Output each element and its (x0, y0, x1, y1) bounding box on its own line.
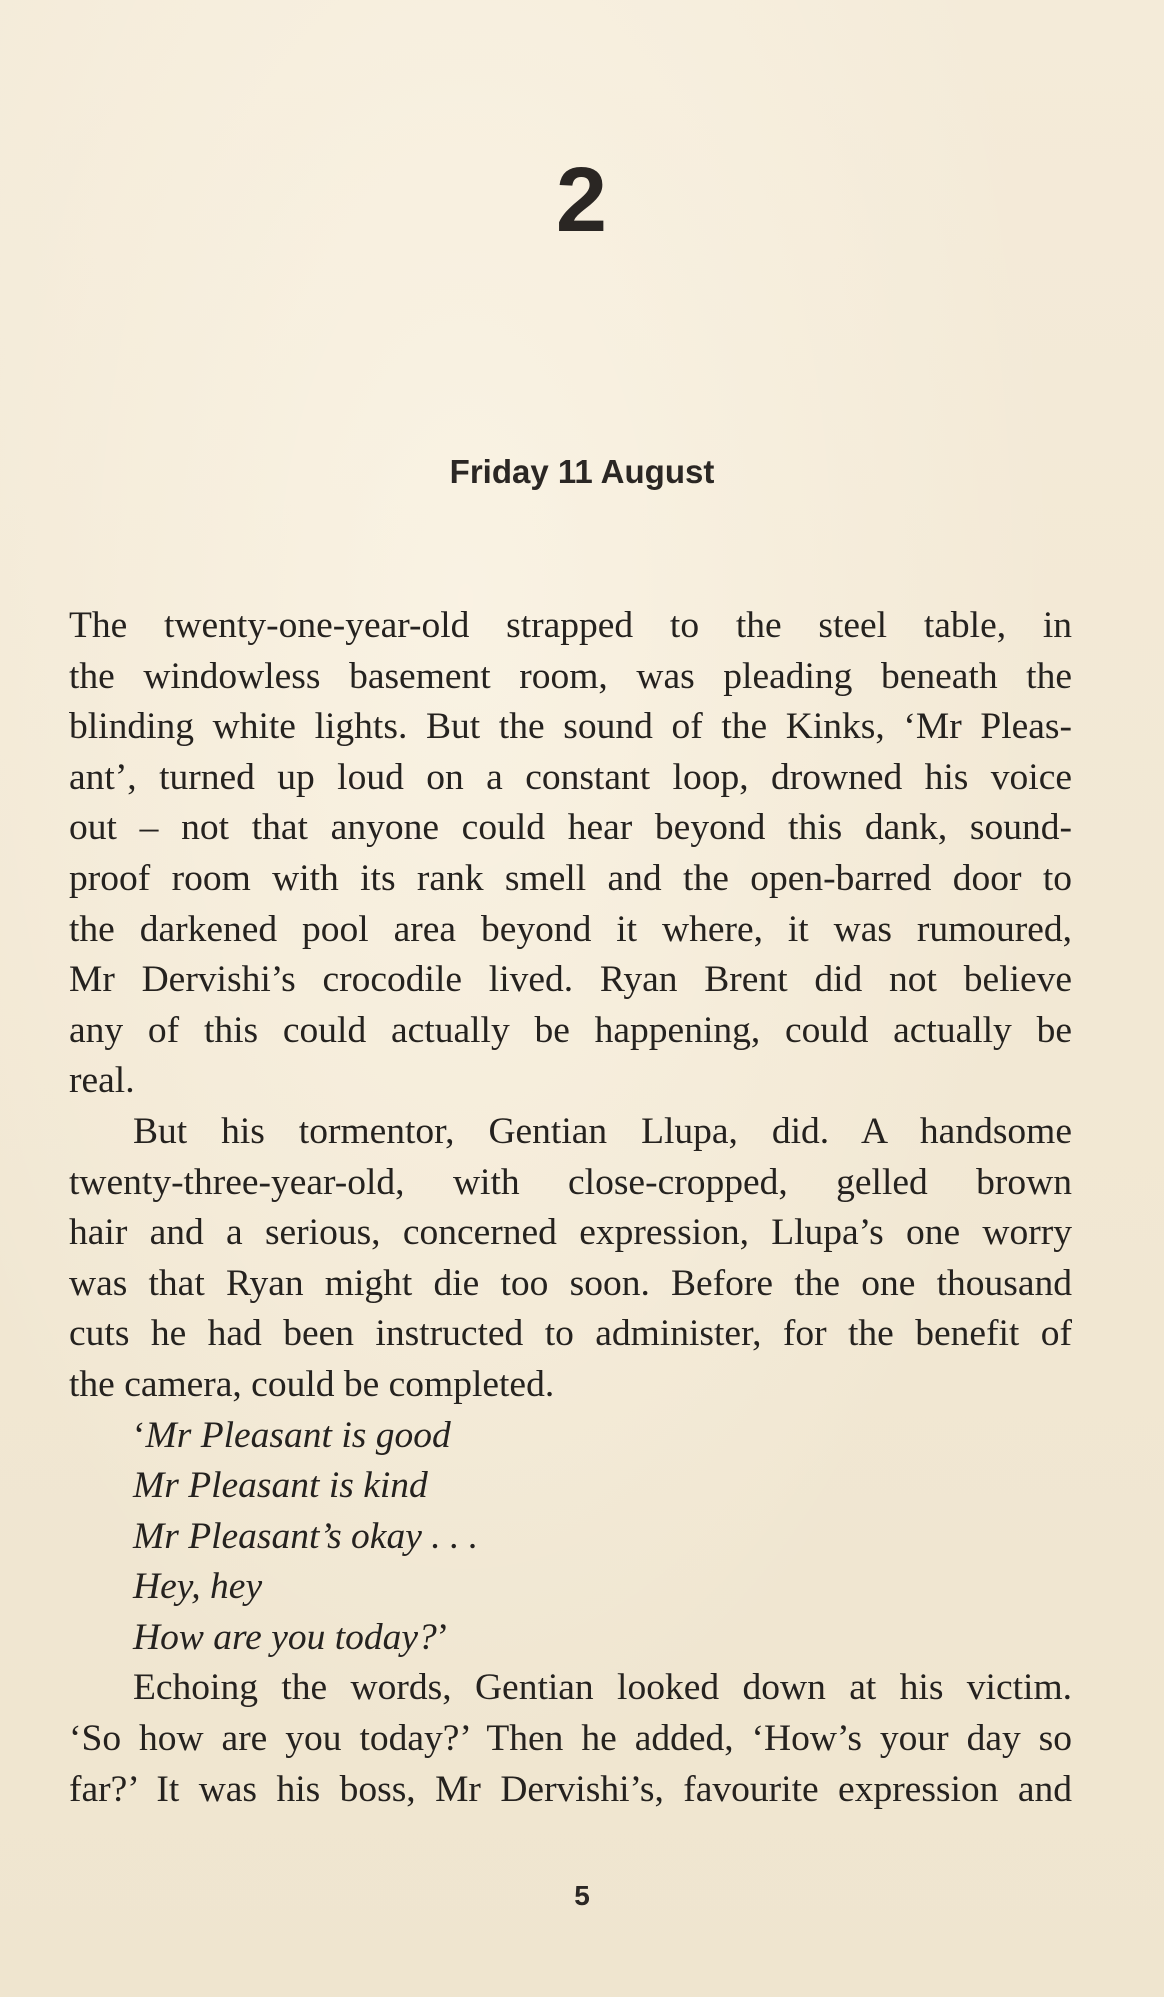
verse-line: Mr Pleasant is kind (133, 1465, 428, 1507)
text-line: cuts he had been instructed to administer, for the benefit of (69, 1313, 1072, 1355)
text-line: real. (69, 1060, 135, 1102)
paragraph-3 (69, 1663, 1072, 1815)
song-lyrics (69, 1411, 1072, 1664)
text-line: hair and a serious, concerned expression, Llupa’s one worry (69, 1212, 1072, 1254)
verse-line: Hey, hey (133, 1566, 263, 1608)
text-line: far?’ It was his boss, Mr Dervishi’s, favourite expression and (69, 1768, 1072, 1810)
page-number: 5 (574, 1880, 590, 1911)
chapter-number: 2 (555, 149, 609, 251)
verse-line-text: How are you today? (133, 1616, 437, 1658)
text-line: But his tormentor, Gentian Llupa, did. A handsome (133, 1110, 1072, 1152)
text-line: The twenty-one-year-old strapped to the steel table, in (69, 605, 1072, 646)
verse-line-text: Mr Pleasant is good (145, 1414, 451, 1456)
text-line: the camera, could be completed. (69, 1363, 555, 1405)
text-line: out – not that anyone could hear beyond this dank, sound- (69, 807, 1072, 849)
close-quote: ’ (436, 1616, 450, 1658)
verse-line: Mr Pleasant’s okay . . . (133, 1515, 479, 1557)
verse-line (69, 1411, 1072, 1462)
text-line: the windowless basement room, was pleading beneath the (69, 655, 1072, 697)
text-line: ant’, turned up loud on a constant loop, drowned his voice (69, 756, 1072, 798)
text-line: Mr Dervishi’s crocodile lived. Ryan Brent did not believe (69, 959, 1072, 1001)
paragraph-1 (69, 601, 1072, 1107)
open-quote: ‘ (133, 1414, 146, 1456)
text-line: any of this could actually be happening, could actually be (69, 1009, 1072, 1051)
paragraph-2 (69, 1107, 1072, 1411)
text-line: ‘So how are you today?’ Then he added, ‘How’s your day so (69, 1718, 1072, 1760)
body-text (69, 601, 1072, 1815)
text-line: twenty-three-year-old, with close-cropped, gelled brown (69, 1161, 1072, 1203)
text-line: Echoing the words, Gentian looked down at his victim. (133, 1667, 1072, 1709)
chapter-date-heading: Friday 11 August (449, 453, 715, 490)
verse-line (69, 1613, 1072, 1664)
text-line: the darkened pool area beyond it where, it was rumoured, (69, 908, 1072, 950)
text-line: was that Ryan might die too soon. Before the one thousand (69, 1262, 1072, 1304)
text-line: blinding white lights. But the sound of the Kinks, ‘Mr Pleas- (69, 706, 1072, 748)
text-line: proof room with its rank smell and the open-barred door to (69, 857, 1072, 899)
